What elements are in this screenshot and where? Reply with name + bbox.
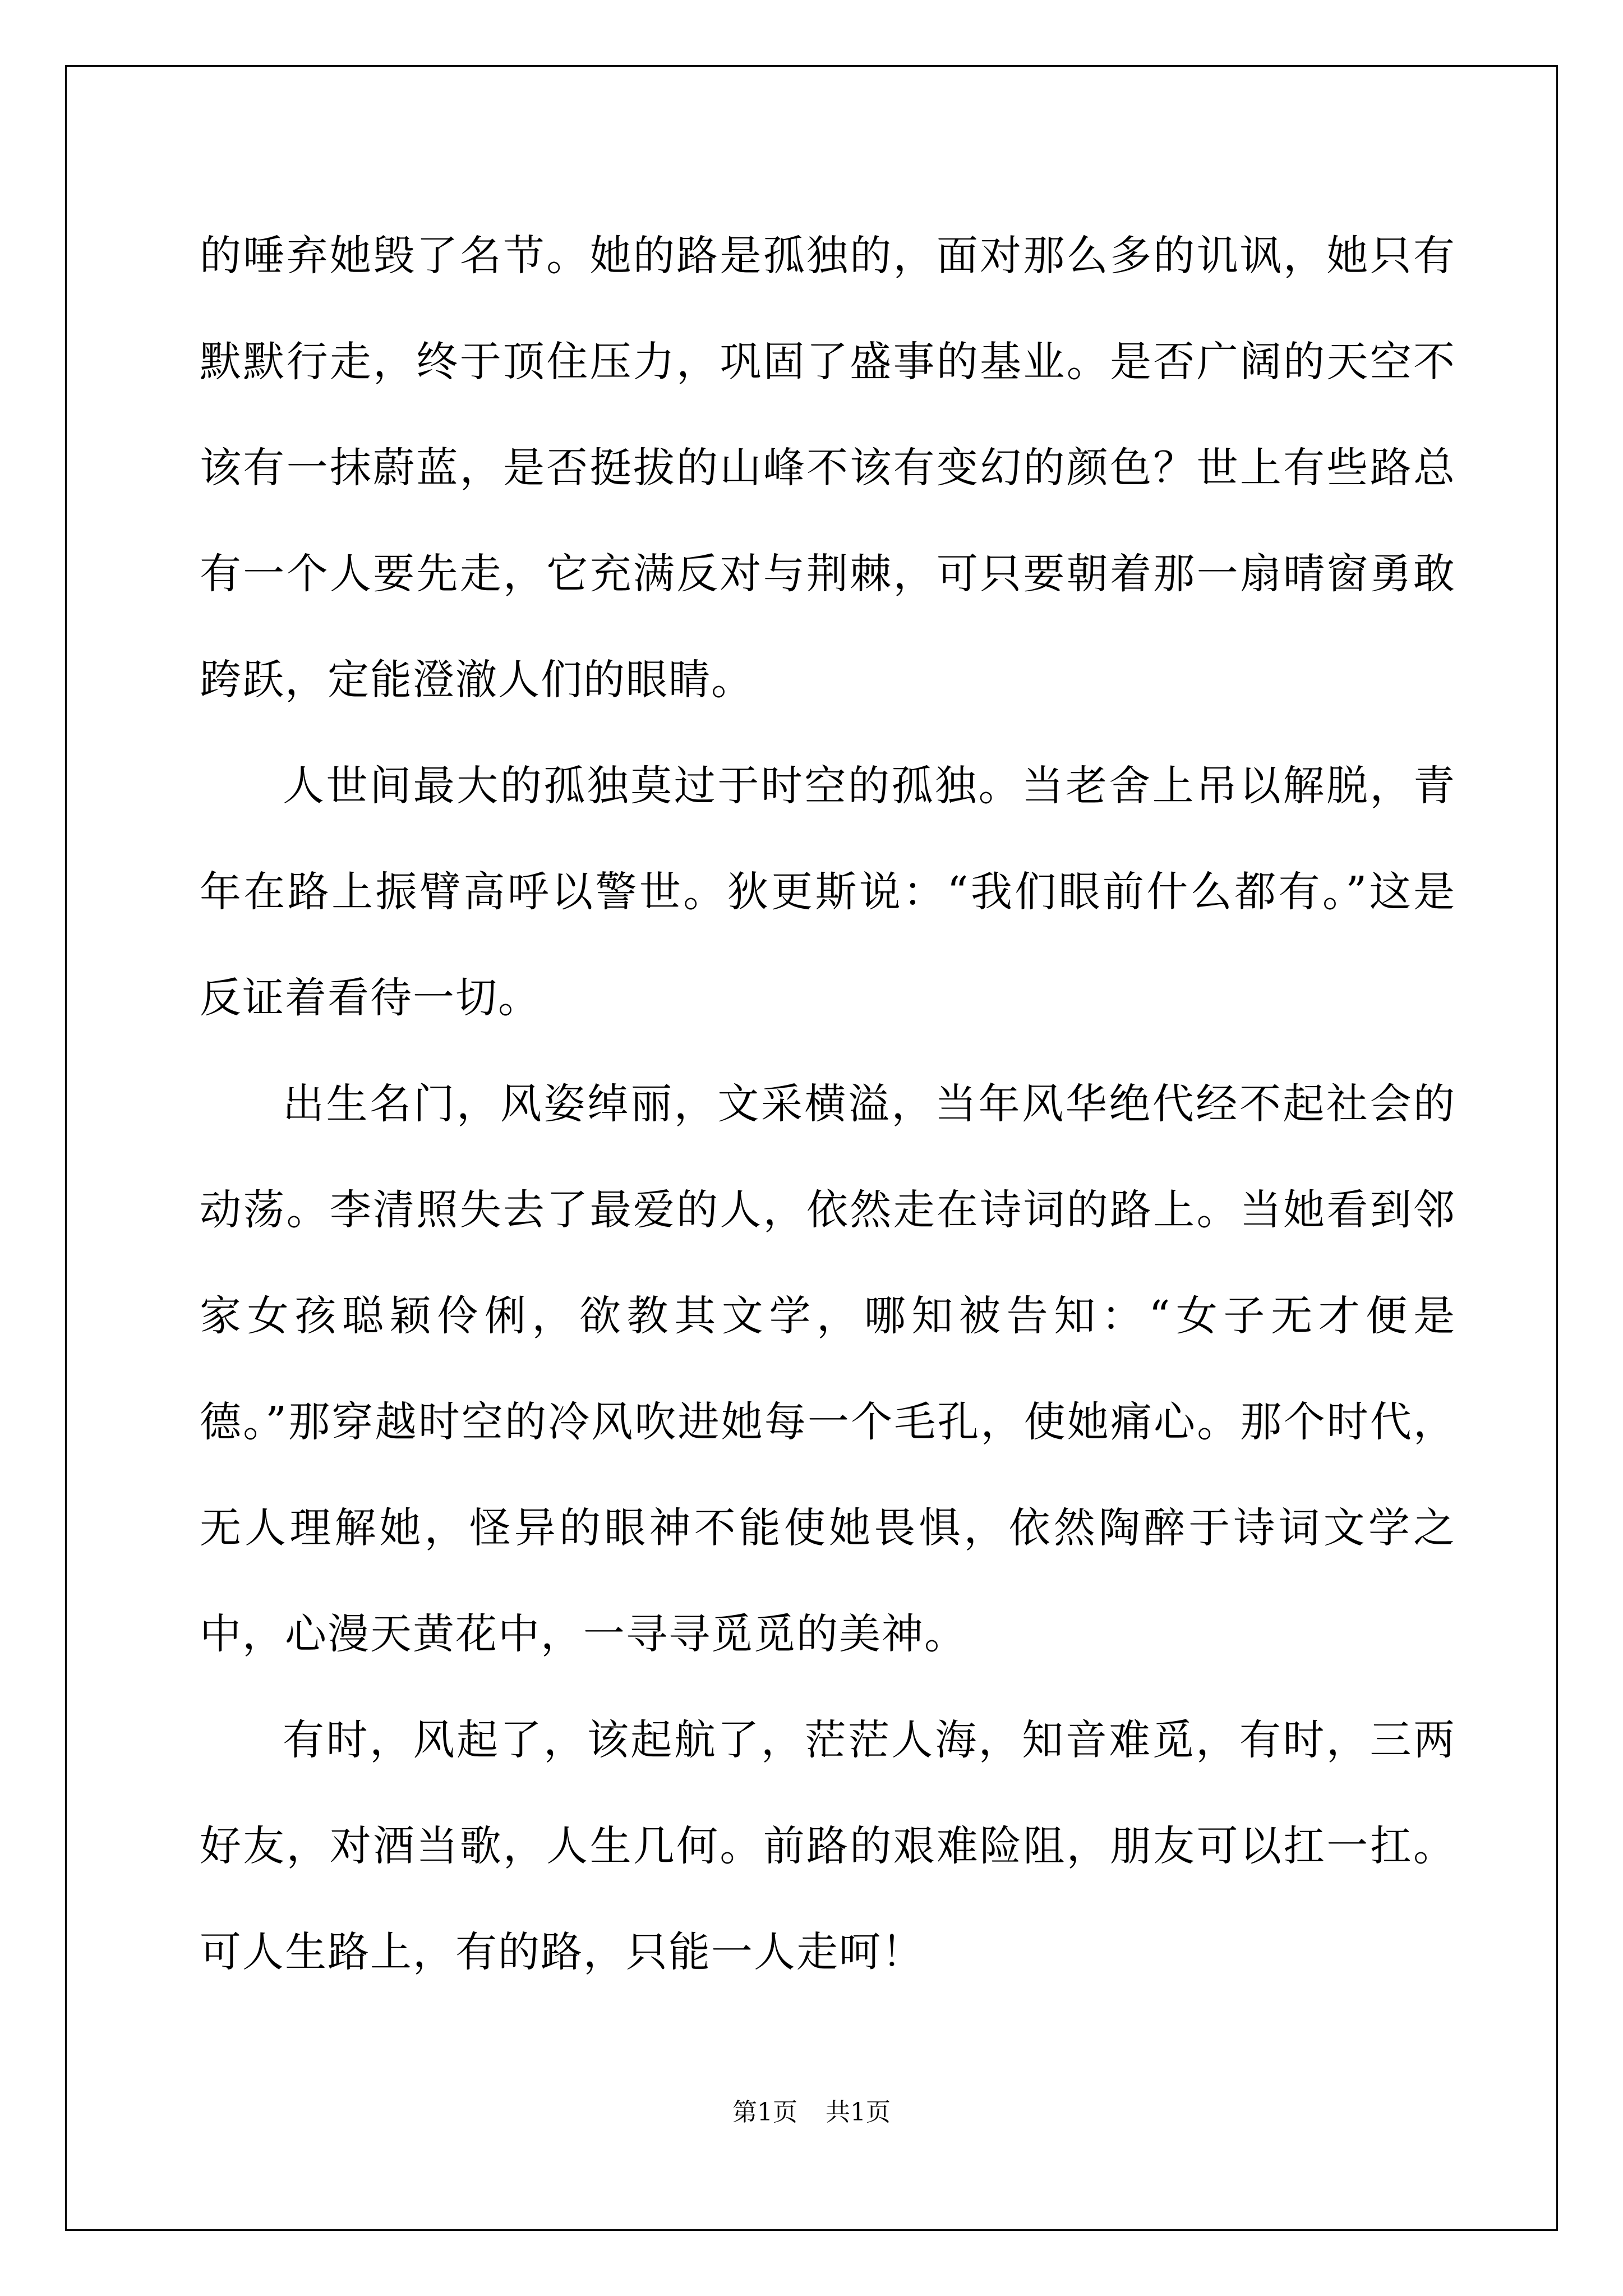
- page-number: 第1页: [732, 2098, 797, 2127]
- page-footer: [0, 2096, 1623, 2129]
- paragraph: 的唾弃她毁了名节。她的路是孤独的，面对那么多的讥讽，她只有默默行走，终于顶住压力，巩固了盛事的基业。是否广阔的天空不该有一抹蔚蓝，是否挺拔的山峰不该有变幻的颜色？世上有些路总有一个人要先走，它充满反对与荆棘，可只要朝着那一扇晴窗勇敢跨跃，定能澄澈人们的眼睛。: [200, 232, 1456, 704]
- paragraph: 出生名门，风姿绰丽，文采横溢，当年风华绝代经不起社会的动荡。李清照失去了最爱的人，依然走在诗词的路上。当她看到邻家女孩聪颖伶俐，欲教其文学，哪知被告知：“女子无才便是德。”那穿越时空的冷风吹进她每一个毛孔，使她痛心。那个时代，无人理解她，怪异的眼神不能使她畏惧，依然陶醉于诗词文学之中，心漫天黄花中，一寻寻觅觅的美神。: [200, 1080, 1456, 1658]
- paragraph: 人世间最大的孤独莫过于时空的孤独。当老舍上吊以解脱，青年在路上振臂高呼以警世。狄更斯说：“我们眼前什么都有。”这是反证着看待一切。: [200, 762, 1456, 1022]
- page-total: 共1页: [826, 2098, 891, 2127]
- document-body: [200, 203, 1456, 2005]
- paragraph: 有时，风起了，该起航了，茫茫人海，知音难觅，有时，三两好友，对酒当歌，人生几何。前路的艰难险阻，朋友可以扛一扛。可人生路上，有的路，只能一人走呵！: [200, 1716, 1456, 1976]
